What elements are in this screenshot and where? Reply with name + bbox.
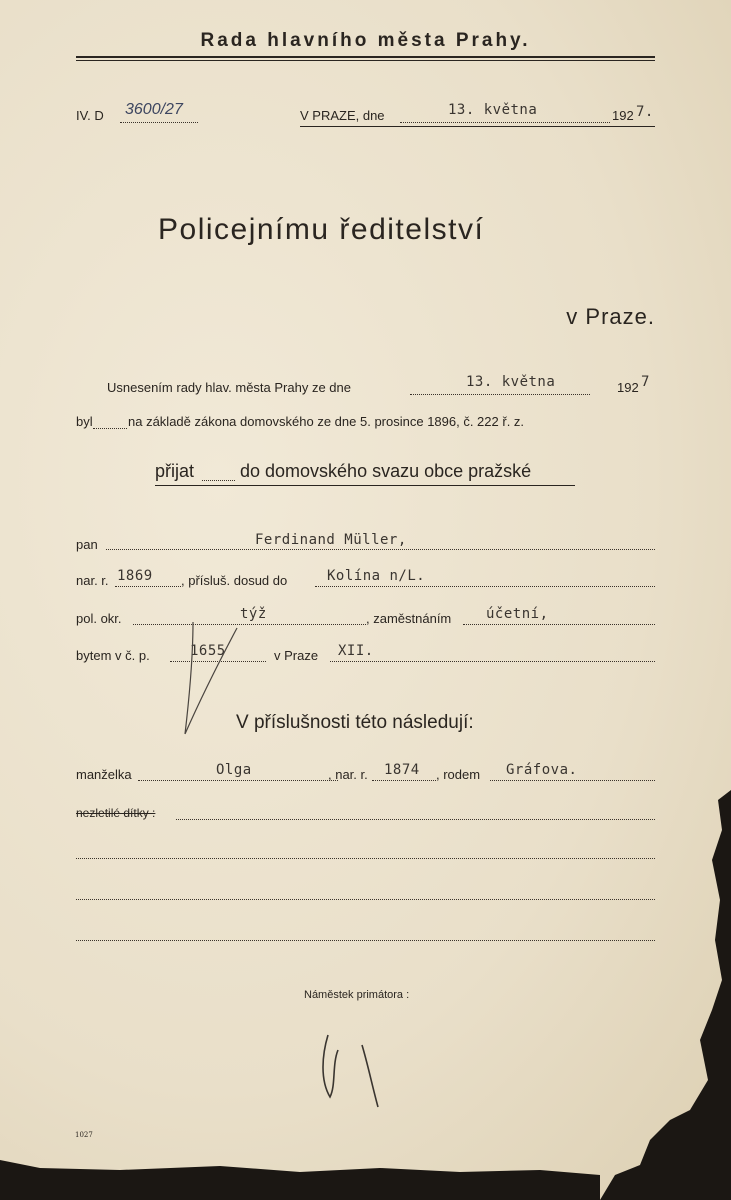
form-number: 1027 [75, 1131, 93, 1139]
byl-label: byl [76, 414, 93, 429]
praha-label: v Praze [274, 648, 319, 663]
reference-year-prefix: 192 [612, 108, 634, 123]
prislus-value: Kolína n/L. [327, 568, 426, 584]
pol-okr-value: týž [240, 606, 267, 622]
district: XII. [338, 643, 374, 659]
birth-label: nar. r. [76, 573, 109, 588]
pol-okr-label: pol. okr. [76, 611, 122, 626]
house-number: 1655 [190, 643, 226, 659]
accepted-rest: do domovského svazu obce pražské [240, 461, 532, 481]
resolution-text: Usnesením rady hlav. města Prahy ze dne [107, 380, 351, 395]
occupation-label: , zaměstnáním [366, 611, 452, 626]
occupation-value: účetní, [486, 606, 549, 622]
maiden-name: Gráfova. [506, 762, 578, 778]
resolution-law-text: na základě zákona domovského ze dne 5. prosince 1896, č. 222 ř. z. [128, 414, 525, 429]
pan-label: pan [76, 537, 98, 552]
reference-number: 3600/27 [125, 101, 183, 118]
prislus-label: , přísluš. dosud do [181, 573, 288, 588]
reference-year-suffix: 7. [636, 104, 654, 120]
accepted-label: přijat [155, 461, 195, 481]
birth-year: 1869 [117, 568, 153, 584]
addressee-city: v Praze. [566, 304, 655, 329]
resolution-date: 13. května [466, 374, 556, 390]
reference-date: 13. května [448, 102, 538, 118]
wife-birth-label: , nar. r. [328, 767, 368, 782]
place-label: V PRAZE, dne [300, 108, 385, 123]
wife-name: Olga [216, 762, 252, 778]
signature-label: Náměstek primátora : [304, 989, 410, 1001]
maiden-label: , rodem [436, 767, 481, 782]
resolution-year-suffix: 7 [641, 374, 650, 390]
wife-label: manželka [76, 767, 132, 782]
wife-birth-year: 1874 [384, 762, 420, 778]
addressee-title: Policejnímu ředitelství [158, 213, 485, 246]
reference-prefix: IV. D [76, 108, 104, 123]
resolution-year-prefix: 192 [617, 380, 639, 395]
residence-label: bytem v č. p. [76, 648, 150, 663]
children-label: nezletilé dítky : [76, 806, 156, 820]
person-name: Ferdinand Müller, [255, 532, 407, 548]
header-title: Rada hlavního města Prahy. [200, 30, 531, 51]
dependents-heading: V příslušnosti této následují: [236, 712, 474, 733]
